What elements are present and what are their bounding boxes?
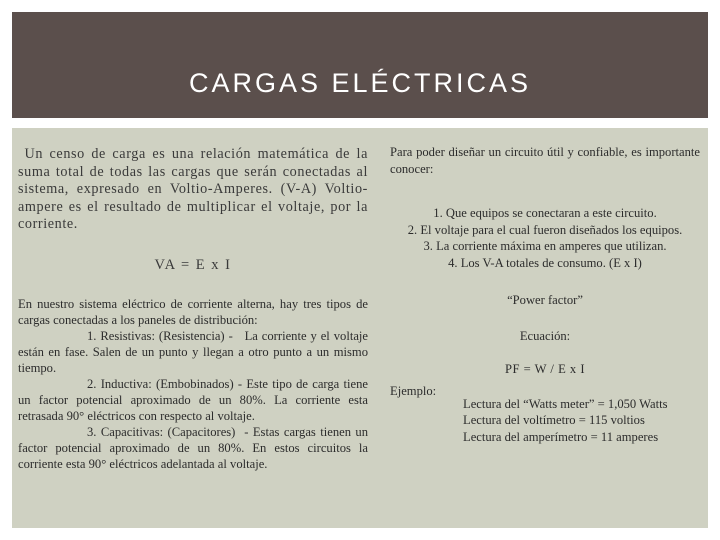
list-item: 4. Los V-A totales de consumo. (E x I) bbox=[448, 255, 642, 270]
load-type-heading: 2. Inductiva: (Embobinados) - bbox=[87, 376, 243, 391]
load-type-body: La corriente y el voltaje están en fase. Salen de un punto y llegan a otro punto a un mismo tiempo. bbox=[18, 328, 369, 375]
right-column bbox=[390, 144, 700, 444]
design-intro: Para poder diseñar un circuito útil y confiable, es importante conocer: bbox=[390, 145, 700, 176]
power-factor-label: “Power factor” bbox=[507, 293, 583, 307]
title-bar bbox=[12, 12, 708, 118]
reading-voltmeter: Lectura del voltímetro = 115 voltios bbox=[463, 413, 645, 427]
pf-formula: PF = W / E x I bbox=[504, 362, 586, 376]
list-item: 1. Que equipos se conectaran a este circuito. bbox=[433, 206, 657, 220]
reading-watts: Lectura del “Watts meter” = 1,050 Watts bbox=[463, 396, 668, 411]
va-formula: VA = E x I bbox=[154, 256, 232, 273]
left-column bbox=[18, 146, 368, 472]
load-type-resistive bbox=[18, 328, 368, 376]
reading-ammeter: Lectura del amperímetro = 11 amperes bbox=[463, 429, 659, 444]
load-type-body: - Estas cargas tienen un factor potencial aproximado de un 80%. En estos circuitos la corriente esta 90° eléctricos adelantada al voltaje. bbox=[18, 424, 369, 471]
example-section bbox=[390, 380, 700, 444]
list-item: 3. La corriente máxima en amperes que utilizan. bbox=[423, 239, 667, 253]
list-item: 2. El voltaje para el cual fueron diseñados los equipos. bbox=[407, 222, 683, 237]
slide-title: CARGAS ELÉCTRICAS bbox=[188, 68, 532, 98]
system-intro: En nuestro sistema eléctrico de corriente alterna, hay tres tipos de cargas conectadas a los paneles de distribución: bbox=[18, 296, 368, 327]
requirements-list bbox=[390, 205, 700, 271]
load-type-body: Este tipo de carga tiene un factor potencial aproximado de un 80%. La corriente esta retrasada 90° eléctricos con respecto al voltaje. bbox=[18, 376, 368, 423]
load-type-inductive bbox=[18, 376, 368, 424]
equation-label: Ecuación: bbox=[519, 328, 571, 343]
load-types-section bbox=[18, 296, 368, 472]
example-label: Ejemplo: bbox=[390, 383, 437, 398]
load-type-heading: 1. Resistivas: (Resistencia) - bbox=[87, 328, 233, 343]
load-type-heading: 3. Capacitivas: (Capacitores) bbox=[87, 424, 236, 439]
intro-text: Un censo de carga es una relación matemática de la suma total de todas las cargas que serán conectadas al sistema, expresado en Voltio-Amperes. (V-A) Voltio-ampere es el resultado de multiplicar el voltaje, por la corriente. bbox=[18, 146, 368, 232]
intro-paragraph bbox=[18, 146, 368, 234]
content-panel bbox=[12, 128, 708, 528]
load-type-capacitive bbox=[18, 424, 368, 472]
meter-readings bbox=[463, 396, 668, 446]
